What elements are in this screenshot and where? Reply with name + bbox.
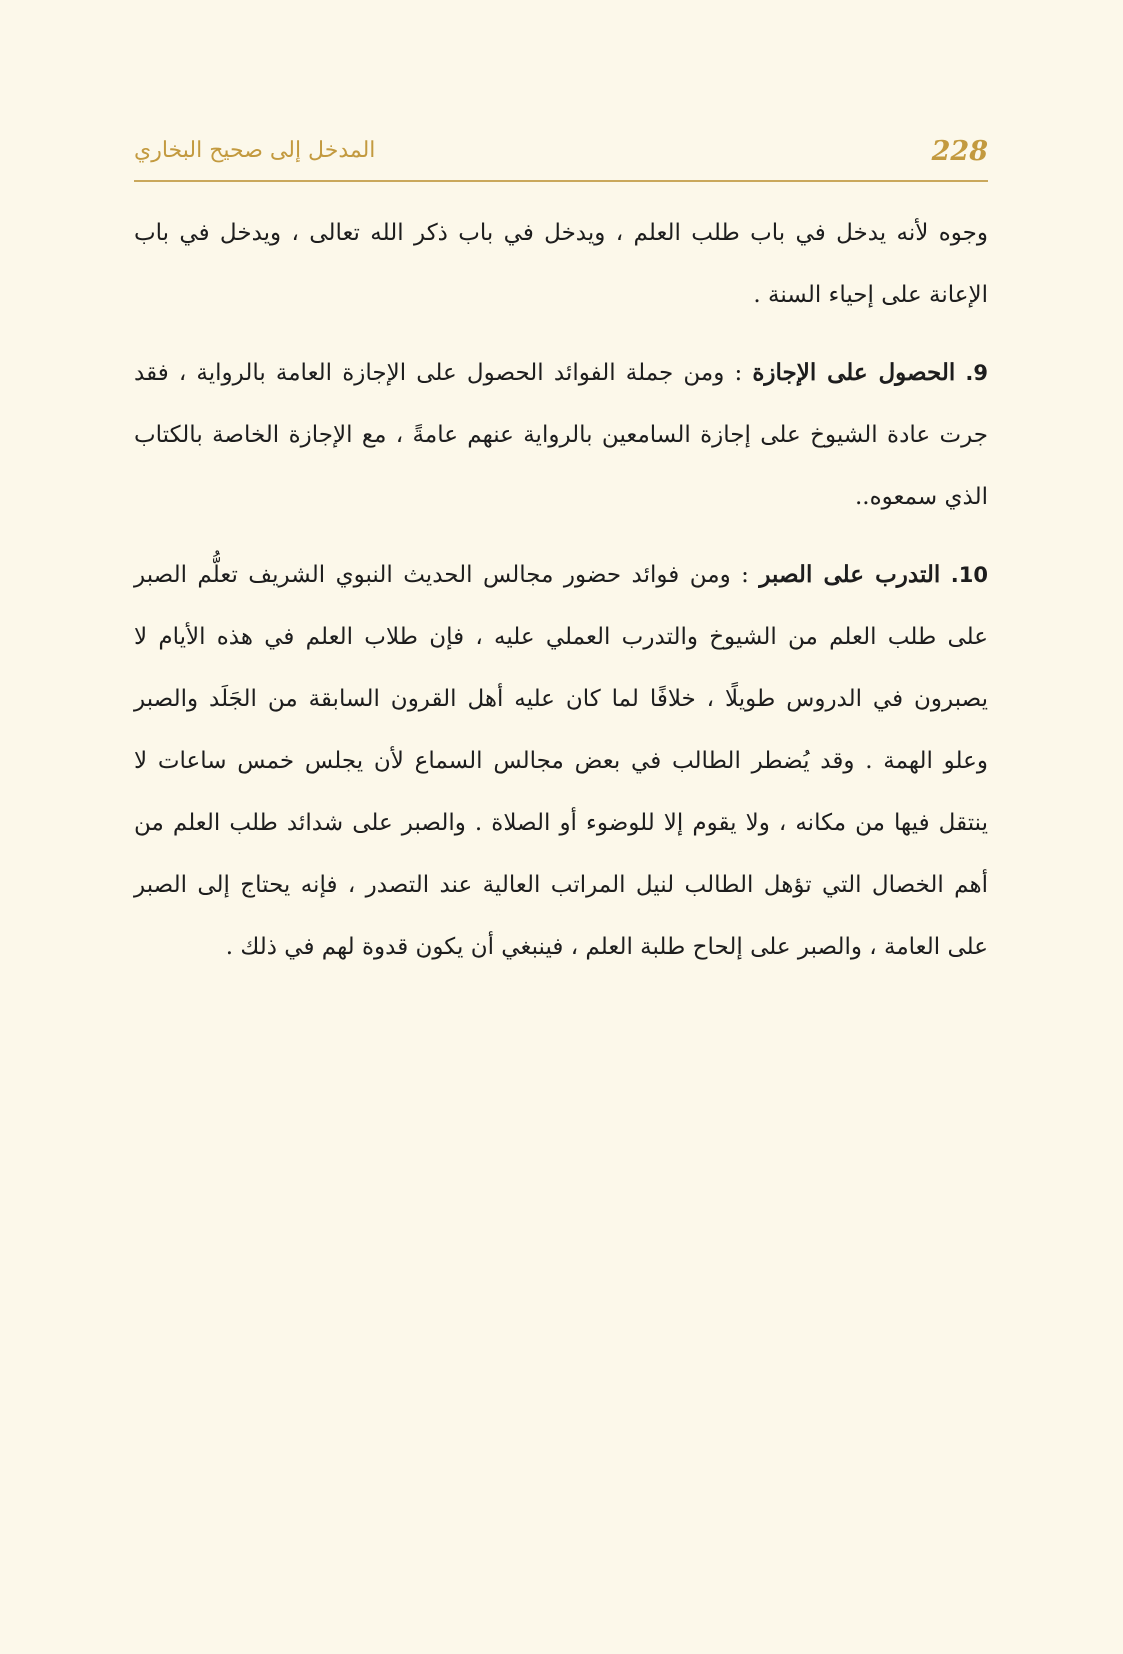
book-title: المدخل إلى صحيح البخاري <box>134 138 376 163</box>
page-body <box>134 202 988 978</box>
item-10-number: 10. <box>950 563 989 587</box>
item-9-paragraph <box>134 342 988 528</box>
page <box>134 128 988 994</box>
item-9-body: : ومن جملة الفوائد الحصول على الإجازة العامة بالرواية ، فقد جرت عادة الشيوخ على إجازة السامعين بالرواية عنهم عامةً ، مع الإجازة الخاصة بالكتاب الذي سمعوه.. <box>134 360 989 510</box>
item-10-title: التدرب على الصبر <box>759 561 941 588</box>
item-9-title: الحصول على الإجازة <box>752 359 956 386</box>
intro-paragraph: وجوه لأنه يدخل في باب طلب العلم ، ويدخل في باب ذكر الله تعالى ، ويدخل في باب الإعانة على إحياء السنة . <box>134 220 988 308</box>
item-10-body: : ومن فوائد حضور مجالس الحديث النبوي الشريف تعلُّم الصبر على طلب العلم من الشيوخ والتدرب العملي عليه ، فإن طلاب العلم في هذه الأيام لا يصبرون في الدروس طويلًا ، خلافًا لما كان عليه أهل القرون السابقة من الجَلَد والصبر وعلو الهمة . وقد يُضطر الطالب في بعض مجالس السماع لأن يجلس خمس ساعات لا ينتقل فيها من مكانه ، ولا يقوم إلا للوضوء أو الصلاة . والصبر على شدائد طلب العلم من أهم الخصال التي تؤهل الطالب لنيل المراتب العالية عند التصدر ، فإنه يحتاج إلى الصبر على العامة ، والصبر على إلحاح طلبة العلم ، فينبغي أن يكون قدوة لهم في ذلك . <box>134 562 988 960</box>
item-9-number: 9. <box>965 361 989 385</box>
page-number: 228 <box>931 136 988 167</box>
running-header <box>134 128 988 182</box>
item-10-paragraph <box>134 544 988 978</box>
